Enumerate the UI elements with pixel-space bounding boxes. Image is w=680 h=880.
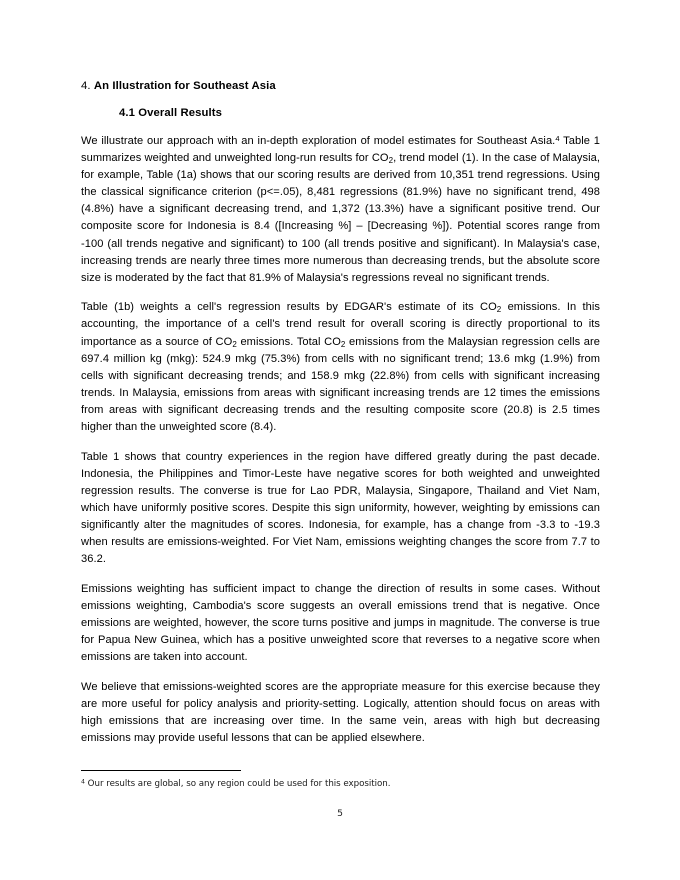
paragraph-4: Emissions weighting has sufficient impact to change the direction of results in some cases. Without emissions weighting, Cambodia's score suggests an overall emissions trend that is negative. Once emissions are weighted, however, the score turns positive and jumps in magnitude. The converse is true for Papua New Guinea, which has a positive unweighted score that reverses to a negative score when emissions are taken into account. (81, 582, 600, 664)
paragraph-3: Table 1 shows that country experiences in the region have differed greatly during the past decade. Indonesia, the Philippines and Timor-Leste have negative scores for both weighted and unweighted regression results. The converse is true for Lao PDR, Malaysia, Singapore, Thailand and Viet Nam, which have uniformly positive scores. Despite this sign uniformity, however, weighting by emissions can significantly alter the magnitudes of scores. Indonesia, for example, has a change from -3.3 to -19.3 when results are emissions-weighted. For Viet Nam, emissions weighting changes the score from 7.7 to 36.2. (81, 450, 600, 566)
paragraph-2-text-c: emissions. Total CO (236, 335, 341, 348)
paragraph-2 (81, 299, 600, 436)
paragraph-2-text-d: emissions from the Malaysian regression cells are 697.4 million kg (mkg): 524.9 mkg (75.3%) from cells with no significant trend; 13.6 mkg (1.9%) from cells with significant decreasing trends; and 158.9 mkg (22.8%) from cells with significant increasing trends. In Malaysia, emissions from areas with significant increasing trends are 12 times the emissions from areas with significant decreasing trends and the resulting composite score (20.8) is 2.5 times higher than the unweighted score (8.4). (81, 335, 601, 433)
footnote-text: Our results are global, so any region could be used for this exposition. (84, 779, 391, 789)
paragraph-5: We believe that emissions-weighted scores are the appropriate measure for this exercise because they are more useful for policy analysis and priority-setting. Logically, attention should focus on areas with high emissions that are increasing over time. In the same vein, areas with high but decreasing emissions may provide useful lessons that can be applied elsewhere. (81, 680, 600, 744)
paragraph-1-text-b: Table 1 summarizes weighted and unweighted long-run results for CO (81, 135, 601, 165)
subsection-heading: 4.1 Overall Results (119, 107, 222, 119)
footnote-marker: 4 (81, 778, 85, 786)
footnote-area (81, 770, 600, 790)
paragraph-2-text-b: emissions. In this accounting, the importance of a cell's trend result for overall scoring is directly proportional to its importance as a source of CO (81, 301, 600, 348)
page-number: 5 (337, 808, 343, 819)
paragraph-1 (81, 133, 600, 287)
section-title: An Illustration for Southeast Asia (93, 80, 276, 92)
footnote-separator-rule (81, 770, 241, 771)
section-number: 4. (81, 80, 91, 92)
co2-subscript: 2 (496, 305, 502, 315)
page-content-column (81, 78, 600, 747)
paragraph-1-text-c: , trend model (1). In the case of Malaysia, for example, Table (1a) shows that our scoring results are derived from 10,351 trend regressions. Using the classical significance criterion (p<=.05), 8,481 regressions (81.9%) have no significant trend, 498 (4.8%) have a significant decreasing trend, and 1,372 (13.3%) have a significant positive trend. Our composite score for Indonesia is 8.4 ([Increasing %] – [Decreasing %]). Potential scores range from -100 (all trends negative and significant) to 100 (all trends positive and significant). In Malaysia's case, increasing trends are nearly three times more numerous than decreasing trends, but the absolute score size is moderated by the fact that 81.9% of Malaysia's regressions reveal no significant trends. (81, 152, 600, 284)
footnote-entry (81, 778, 600, 790)
paragraph-2-text-a: Table (1b) weights a cell's regression results by EDGAR's estimate of its CO (81, 301, 497, 314)
co2-subscript: 2 (388, 155, 394, 165)
paragraph-1-text-a: We illustrate our approach with an in-depth exploration of model estimates for Southeast Asia. (81, 135, 556, 147)
co2-subscript: 2 (232, 339, 237, 349)
co2-subscript: 2 (340, 339, 346, 349)
footnote-reference-4[interactable]: 4 (555, 133, 560, 143)
section-heading (81, 78, 600, 94)
